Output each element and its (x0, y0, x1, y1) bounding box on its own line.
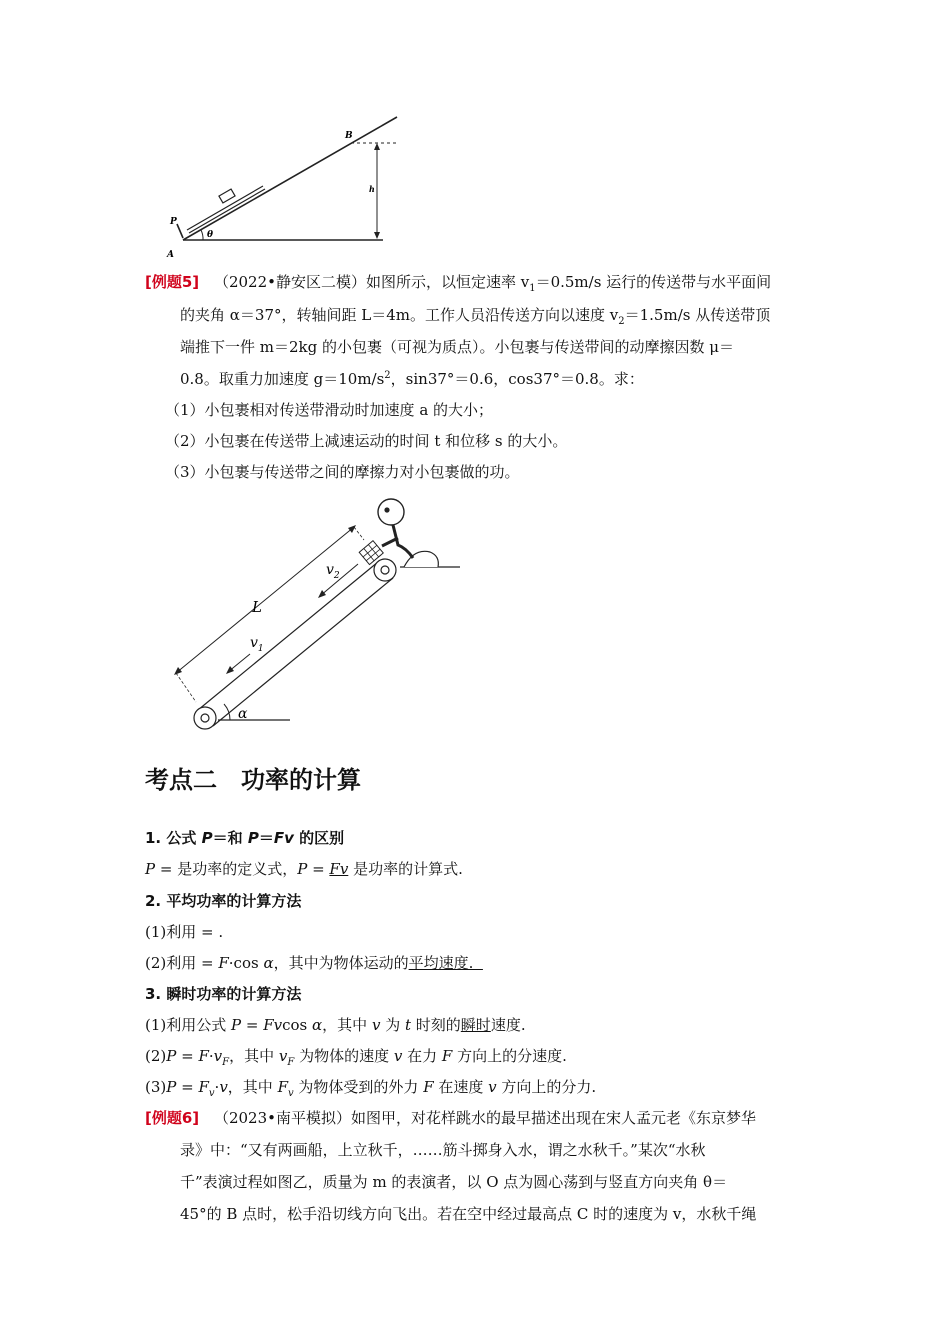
v2-arrow-head (318, 590, 326, 598)
s3-item1: (1)利用公式 P = Fvcos α，其中 v 为 t 时刻的瞬时速度. (145, 1016, 526, 1034)
label-v2: $v_2$ (326, 562, 340, 581)
label-B: B (345, 131, 353, 141)
label-h: h (369, 184, 375, 194)
example5-line3: 端推下一件 m＝2kg 的小包裹（可视为质点）。小包裹与传送带间的动摩擦因数 μ＝ (180, 338, 735, 356)
s3-item2: $(2)P = F\cdot v_F$，其中 $v_F$ 为物体的速度 v 在力 F 方向上的分速度. (145, 1047, 567, 1068)
block-shape (219, 189, 235, 203)
L-arrow-top (348, 525, 356, 533)
conveyor-figure (168, 490, 468, 730)
angle-arc (201, 230, 203, 240)
worker-head (378, 499, 404, 525)
top-roller (374, 559, 396, 581)
example5-line2: 的夹角 α＝37°，转轴间距 L＝4m。工作人员沿传送方向以速度 $v_2=1.5m/s$ 从传送带顶 (180, 306, 771, 327)
label-alpha: α (238, 706, 248, 722)
label-v1: $v_1$ (250, 635, 264, 654)
s2-item1: (1)利用 = . (145, 923, 224, 941)
s3-title: 3. 瞬时功率的计算方法 (145, 985, 302, 1003)
bottom-roller (194, 707, 216, 729)
example5-q1: （1）小包裹相对传送带滑动时加速度 a 的大小； (165, 401, 494, 419)
example6-line2: 录》中：“又有两画船，上立秋千，……筋斗掷身入水，谓之水秋千。”某次“水秋 (180, 1141, 706, 1159)
example5-label: [例题5] (145, 273, 200, 291)
L-arrow-bottom (174, 667, 182, 675)
s1-title: 1. 公式 P＝和 P＝Fv 的区别 (145, 829, 345, 847)
L-dimension-line (176, 527, 354, 673)
angle-arc (224, 704, 230, 720)
label-P: P (170, 217, 177, 227)
example6-label: [例题6] (145, 1109, 200, 1127)
s2-item2: (2)利用 = F·cos α，其中为物体运动的平均速度. (145, 954, 483, 972)
push-rod (177, 224, 183, 238)
worker-body (382, 525, 413, 558)
example6-line4: 45°的 B 点时，松手沿切线方向飞出。若在空中经过最高点 C 时的速度为 v，水秋千绳 (180, 1205, 757, 1223)
label-A: A (167, 250, 174, 260)
section-heading: 考点二 功率的计算 (145, 766, 361, 794)
s3-item3: $(3)P = F_v\cdot v$，其中 $F_v$ 为物体受到的外力 F 在速度 v 方向上的分力. (145, 1078, 597, 1099)
example5-line4: 0.8。取重力加速度 $g=10m/s^2$，sin37°＝0.6，cos37°＝0.8。求： (180, 370, 644, 388)
worker-eye (384, 507, 389, 512)
L-ext-top (354, 527, 364, 540)
L-ext-bottom (176, 673, 196, 702)
label-theta: θ (207, 230, 214, 240)
example5-q3: （3）小包裹与传送带之间的摩擦力对小包裹做的功。 (165, 463, 520, 481)
example5-q2: （2）小包裹在传送带上减速运动的时间 t 和位移 s 的大小。 (165, 432, 568, 450)
belt-top (198, 562, 378, 710)
height-arrow-head-bottom (374, 232, 380, 239)
incline-line (183, 117, 397, 240)
example6-line3: 千”表演过程如图乙，质量为 m 的表演者，以 O 点为圆心荡到与竖直方向夹角 θ＝ (180, 1173, 728, 1191)
v1-arrow-head (226, 666, 234, 674)
example6-line1: [例题6] （2023•南平模拟）如图甲，对花样跳水的最早描述出现在宋人孟元老《东京梦华 (145, 1109, 756, 1127)
s2-title: 2. 平均功率的计算方法 (145, 892, 302, 910)
label-L: L (252, 598, 262, 616)
example5-line1: [例题5] （2022•静安区二模）如图所示，以恒定速率 $v_1=0.5m/s$ 运行的传送带与水平面间 (145, 273, 772, 294)
incline-figure (165, 112, 405, 262)
s1-body: P = 是功率的定义式，P = Fv 是功率的计算式. (145, 860, 463, 878)
belt-bottom (213, 578, 393, 726)
height-arrow-head-top (374, 143, 380, 150)
